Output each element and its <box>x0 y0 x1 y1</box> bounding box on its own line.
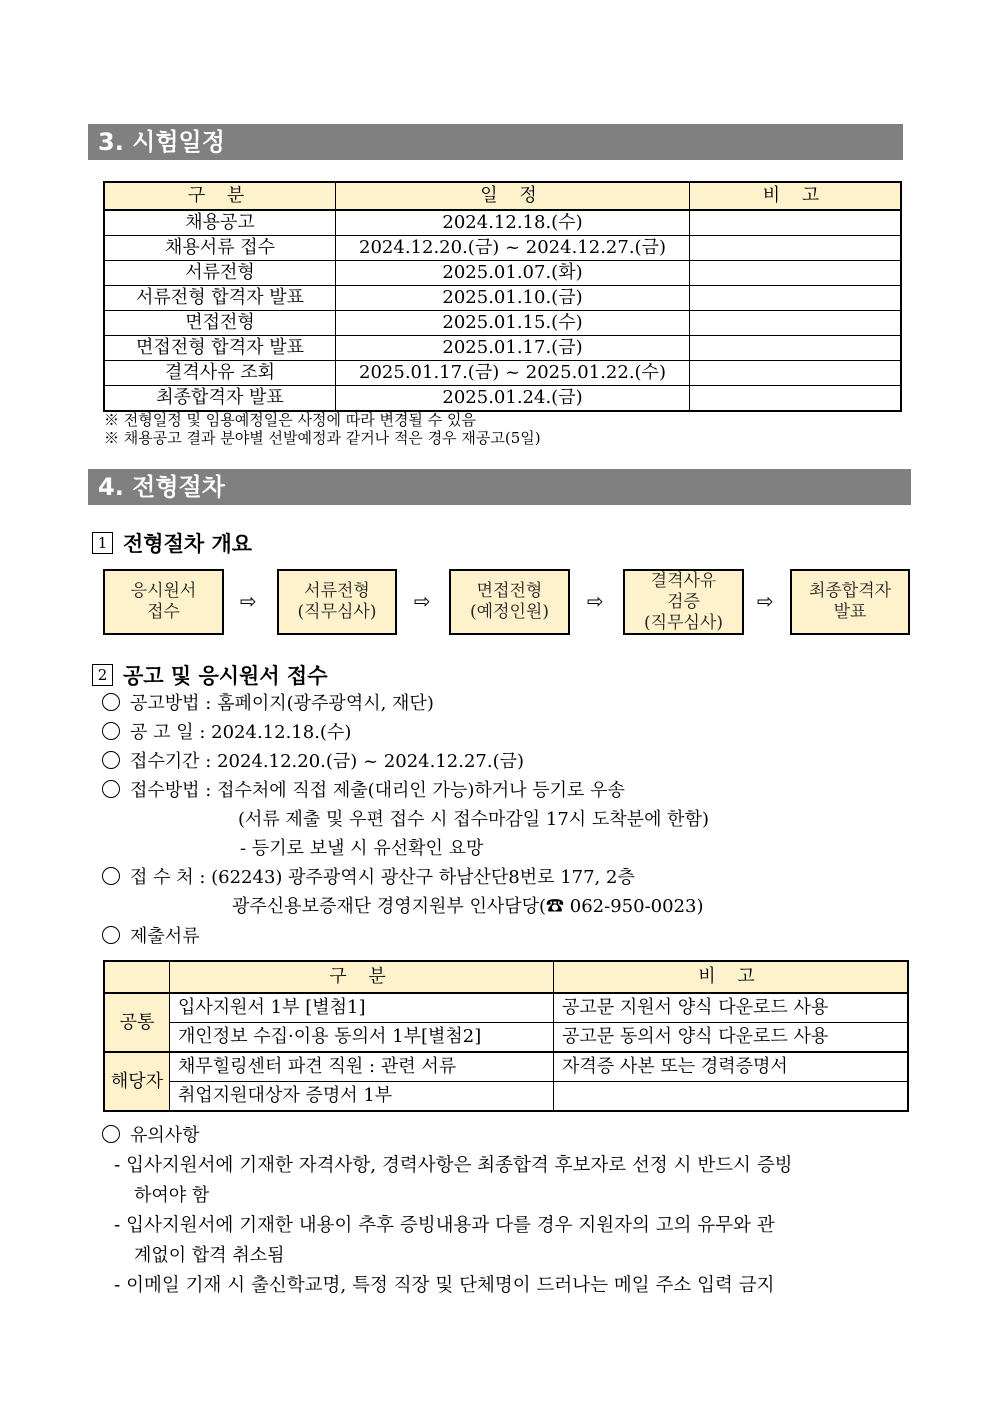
circle-bullet-icon <box>102 867 120 885</box>
docs-item: 개인정보 수집·이용 동의서 1부[별첨2] <box>170 1023 554 1053</box>
circle-bullet-icon <box>102 751 120 769</box>
item-value: : (62243) 광주광역시 광산구 하남산단8번로 177, 2층 <box>199 867 635 888</box>
docs-item: 채무힐링센터 파견 직원 : 관련 서류 <box>170 1052 554 1082</box>
table-row <box>104 236 901 261</box>
section3-header <box>88 124 903 160</box>
schedule-date: 2025.01.10.(금) <box>336 286 690 311</box>
schedule-date: 2024.12.18.(수) <box>336 210 690 236</box>
schedule-note <box>690 261 902 286</box>
subsection-number: 2 <box>92 664 113 686</box>
receipt-method-detail-2: - 등기로 보낼 시 유선확인 요망 <box>240 838 484 859</box>
item-value: : 2024.12.18.(수) <box>199 722 352 743</box>
docs-header-blank <box>104 961 170 993</box>
caution-line-1-cont: 하여야 함 <box>134 1185 210 1206</box>
docs-note <box>554 1082 909 1112</box>
table-row <box>104 386 901 412</box>
caution-line-3: - 이메일 기재 시 출신학교명, 특정 직장 및 단체명이 드러나는 메일 주소 입력 금지 <box>114 1275 775 1296</box>
table-row <box>104 210 901 236</box>
flow-step-2 <box>277 569 397 635</box>
item-receipt-period <box>102 750 524 774</box>
schedule-item: 면접전형 합격자 발표 <box>104 336 336 361</box>
schedule-note <box>690 236 902 261</box>
schedule-note-2: ※ 채용공고 결과 분야별 선발예정과 같거나 적은 경우 재공고(5일) <box>104 429 541 447</box>
documents-table <box>103 960 909 1112</box>
circle-bullet-icon <box>102 1125 120 1143</box>
schedule-item: 채용공고 <box>104 210 336 236</box>
subsection-number: 1 <box>92 532 113 554</box>
flow-step-4 <box>623 569 744 635</box>
docs-header-item: 구 분 <box>170 961 554 993</box>
table-row <box>104 286 901 311</box>
section3-title: 3. 시험일정 <box>98 128 225 156</box>
table-row <box>104 1023 908 1053</box>
table-row <box>104 311 901 336</box>
item-label: 유의사항 <box>130 1125 200 1146</box>
docs-item: 취업지원대상자 증명서 1부 <box>170 1082 554 1112</box>
flow-step-label: 서류전형 (직무심사) <box>297 581 377 622</box>
item-receipt-place <box>102 866 635 890</box>
circle-bullet-icon <box>102 722 120 740</box>
caution-line-1: - 입사지원서에 기재한 자격사항, 경력사항은 최종합격 후보자로 선정 시 반드시 증빙 <box>114 1155 793 1176</box>
schedule-header-item: 구 분 <box>104 182 336 210</box>
docs-item: 입사지원서 1부 [별첨1] <box>170 993 554 1023</box>
item-documents <box>102 925 200 949</box>
schedule-date: 2025.01.17.(금) ~ 2025.01.22.(수) <box>336 361 690 386</box>
table-row <box>104 993 908 1023</box>
arrow-right-icon: ⇨ <box>414 589 431 613</box>
flow-step-label: 응시원서 접수 <box>130 581 197 622</box>
receipt-place-detail: 광주신용보증재단 경영지원부 인사담당(☎ 062-950-0023) <box>232 896 704 917</box>
schedule-note-1: ※ 전형일정 및 임용예정일은 사정에 따라 변경될 수 있음 <box>104 411 476 429</box>
docs-group-applicable: 해당자 <box>104 1052 170 1111</box>
item-value: : 홈페이지(광주광역시, 재단) <box>205 693 434 714</box>
schedule-item: 채용서류 접수 <box>104 236 336 261</box>
schedule-date: 2025.01.15.(수) <box>336 311 690 336</box>
table-row <box>104 1082 908 1112</box>
receipt-method-detail-1: (서류 제출 및 우편 접수 시 접수마감일 17시 도착분에 한함) <box>238 809 709 830</box>
flow-step-label: 결격사유 검증 (직무심사) <box>644 570 723 633</box>
caution-line-2-cont: 계없이 합격 취소됨 <box>134 1245 285 1266</box>
flow-step-5 <box>790 569 910 635</box>
item-label: 공 고 일 <box>130 722 194 743</box>
schedule-header-row <box>104 182 901 210</box>
item-label: 제출서류 <box>130 926 200 947</box>
schedule-note <box>690 386 902 412</box>
schedule-date: 2025.01.07.(화) <box>336 261 690 286</box>
docs-header-note: 비 고 <box>554 961 909 993</box>
arrow-right-icon: ⇨ <box>757 589 774 613</box>
section4-title: 4. 전형절차 <box>98 473 225 501</box>
item-label: 접 수 처 <box>130 867 194 888</box>
docs-note: 공고문 동의서 양식 다운로드 사용 <box>554 1023 909 1053</box>
item-value: : 2024.12.20.(금) ~ 2024.12.27.(금) <box>205 751 525 772</box>
docs-group-common: 공통 <box>104 993 170 1052</box>
flow-step-label: 면접전형 (예정인원) <box>470 581 549 622</box>
schedule-note <box>690 336 902 361</box>
schedule-date: 2025.01.17.(금) <box>336 336 690 361</box>
schedule-item: 서류전형 <box>104 261 336 286</box>
item-label: 접수기간 <box>130 751 200 772</box>
table-row <box>104 361 901 386</box>
arrow-right-icon: ⇨ <box>587 589 604 613</box>
flow-step-label: 최종합격자 발표 <box>808 581 892 622</box>
section4-header <box>88 469 911 505</box>
subsection-1-heading <box>92 528 252 558</box>
item-cautions <box>102 1124 200 1148</box>
table-row <box>104 336 901 361</box>
circle-bullet-icon <box>102 693 120 711</box>
schedule-table <box>103 181 902 412</box>
item-announce-date <box>102 721 351 745</box>
schedule-header-date: 일 정 <box>336 182 690 210</box>
table-row <box>104 261 901 286</box>
schedule-date: 2024.12.20.(금) ~ 2024.12.27.(금) <box>336 236 690 261</box>
item-label: 접수방법 <box>130 780 200 801</box>
flow-step-3 <box>449 569 570 635</box>
subsection-title: 공고 및 응시원서 접수 <box>123 663 328 688</box>
subsection-title: 전형절차 개요 <box>123 531 253 556</box>
schedule-item: 면접전형 <box>104 311 336 336</box>
item-value: : 접수처에 직접 제출(대리인 가능)하거나 등기로 우송 <box>205 780 625 801</box>
subsection-2-heading <box>92 660 328 690</box>
schedule-note <box>690 286 902 311</box>
schedule-item: 결격사유 조회 <box>104 361 336 386</box>
schedule-item: 서류전형 합격자 발표 <box>104 286 336 311</box>
circle-bullet-icon <box>102 780 120 798</box>
schedule-note <box>690 311 902 336</box>
item-receipt-method <box>102 779 625 803</box>
item-label: 공고방법 <box>130 693 200 714</box>
schedule-item: 최종합격자 발표 <box>104 386 336 412</box>
schedule-note <box>690 361 902 386</box>
docs-note: 공고문 지원서 양식 다운로드 사용 <box>554 993 909 1023</box>
schedule-header-note: 비 고 <box>690 182 902 210</box>
docs-note: 자격증 사본 또는 경력증명서 <box>554 1052 909 1082</box>
schedule-date: 2025.01.24.(금) <box>336 386 690 412</box>
item-announce-method <box>102 692 434 716</box>
table-row <box>104 1052 908 1082</box>
schedule-note <box>690 210 902 236</box>
circle-bullet-icon <box>102 926 120 944</box>
flow-step-1 <box>103 569 224 635</box>
docs-header-row <box>104 961 908 993</box>
caution-line-2: - 입사지원서에 기재한 내용이 추후 증빙내용과 다를 경우 지원자의 고의 유무와 관 <box>114 1215 775 1236</box>
arrow-right-icon: ⇨ <box>240 589 257 613</box>
